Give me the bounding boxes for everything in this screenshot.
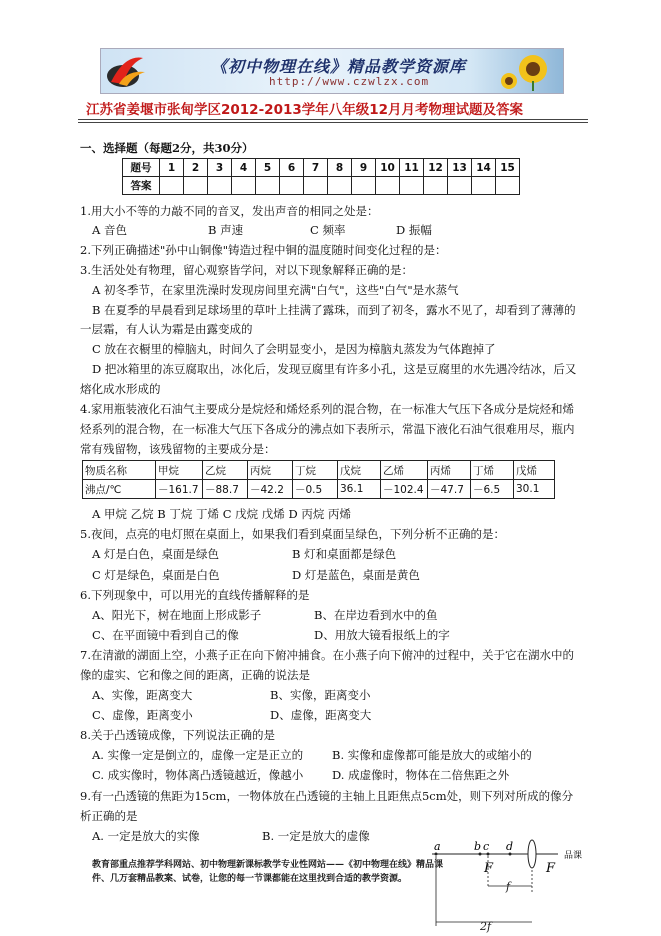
label-a: a: [434, 840, 441, 853]
answer-cell[interactable]: [256, 177, 280, 195]
q6-option-d: D、用放大镜看报纸上的字: [314, 628, 450, 642]
answer-table-number: 11: [400, 159, 424, 177]
boiling-table-cell: 戊烷: [338, 461, 381, 480]
q7-option-c: C、虚像，距离变小: [92, 708, 193, 722]
q4-stem-2: 烃系列的混合物，在一标准大气压下各成分的沸点如下表所示，常温下液化石油气很难用尽，瓶内: [80, 422, 575, 436]
boiling-table-cell: 乙烯: [381, 461, 428, 480]
answer-table-number: 1: [160, 159, 184, 177]
answer-table-number: 4: [232, 159, 256, 177]
q3-option-d: D 把冰箱里的冻豆腐取出，冰化后，发现豆腐里有许多小孔，这是豆腐里的水先遇冷结冰，后又: [92, 362, 577, 376]
q6-option-c: C、在平面镜中看到自己的像: [92, 628, 239, 642]
boiling-table-cell: －0.5: [293, 480, 338, 499]
answer-cell[interactable]: [184, 177, 208, 195]
boiling-point-table: [82, 460, 555, 499]
answer-cell[interactable]: [232, 177, 256, 195]
banner-title: 《初中物理在线》精品教学资源库: [211, 57, 467, 76]
q5-option-c: C 灯是绿色，桌面是白色: [92, 568, 220, 582]
q3-stem: 3.生活处处有物理，留心观察皆学问，对以下现象解释正确的是：: [80, 263, 413, 277]
q1-option-c: C 频率: [310, 223, 346, 237]
boiling-table-cell: －102.4: [381, 480, 428, 499]
q9-stem-2: 析正确的是: [80, 809, 138, 823]
boiling-table-points-row: [83, 480, 555, 499]
boiling-table-cell: －6.5: [471, 480, 514, 499]
boiling-table-cell: 丁烯: [471, 461, 514, 480]
q4-stem-1: 4.家用瓶装液化石油气主要成分是烷烃和烯烃系列的混合物，在一标准大气压下各成分是烷烃和烯: [80, 402, 574, 416]
answer-cell[interactable]: [472, 177, 496, 195]
boiling-table-cell: 丙烷: [248, 461, 293, 480]
footer-line-2: 件、几万套精品教案、试卷，让您的每一节课都能在这里找到合适的教学资源。: [92, 874, 408, 884]
label-c: c: [483, 840, 490, 853]
q5-stem: 5.夜间，点亮的电灯照在桌面上，如果我们看到桌面呈绿色，下列分析不正确的是：: [80, 527, 505, 541]
answer-cell[interactable]: [328, 177, 352, 195]
q1-option-a: A 音色: [92, 223, 127, 237]
header-banner: [100, 48, 564, 94]
answer-cell[interactable]: [400, 177, 424, 195]
answer-cell[interactable]: [208, 177, 232, 195]
answer-table-number: 15: [496, 159, 520, 177]
boiling-table-cell: 物质名称: [83, 461, 156, 480]
answer-cell[interactable]: [376, 177, 400, 195]
answer-table-number: 9: [352, 159, 376, 177]
boiling-table-cell: 甲烷: [156, 461, 203, 480]
label-f: f: [506, 880, 511, 893]
label-b: b: [474, 840, 482, 853]
q6-option-a: A、阳光下，树在地面上形成影子: [92, 608, 262, 622]
q4-options: A 甲烷 乙烷 B 丁烷 丁烯 C 戊烷 戊烯 D 丙烷 丙烯: [92, 507, 351, 521]
q6-stem: 6.下列现象中，可以用光的直线传播解释的是: [80, 588, 310, 602]
q5-option-a: A 灯是白色，桌面是绿色: [92, 547, 219, 561]
q8-stem: 8.关于凸透镜成像，下列说法正确的是: [80, 728, 275, 742]
answer-table-number-label: 题号: [123, 159, 160, 177]
lens-diagram: [428, 838, 628, 934]
label-d: d: [506, 840, 514, 853]
answer-table-number-row: [123, 159, 520, 177]
label-focus-left: F: [484, 861, 494, 876]
q5-option-b: B 灯和桌面都是绿色: [292, 547, 397, 561]
q1-option-d: D 振幅: [396, 223, 432, 237]
answer-table-number: 5: [256, 159, 280, 177]
document-title: 江苏省姜堰市张甸学区2012-2013学年八年级12月月考物理试题及答案: [86, 102, 524, 118]
answer-table-number: 7: [304, 159, 328, 177]
banner-url[interactable]: http://www.czwlzx.com: [269, 75, 430, 88]
title-rule-bottom: [78, 122, 588, 123]
answer-table-number: 2: [184, 159, 208, 177]
sunflower-icon: [497, 51, 557, 91]
answer-cell[interactable]: [304, 177, 328, 195]
boiling-table-names-row: [83, 461, 555, 480]
boiling-table-cell: －161.7: [156, 480, 203, 499]
q7-option-a: A、实像，距离变大: [92, 688, 193, 702]
site-logo-icon: [105, 52, 149, 90]
answer-table: [122, 158, 520, 195]
answer-cell[interactable]: [496, 177, 520, 195]
label-2f: 2f: [480, 920, 492, 933]
label-focus-right: F: [546, 861, 556, 876]
q3-option-c: C 放在衣橱里的樟脑丸，时间久了会明显变小，是因为樟脑丸蒸发为气体跑掉了: [92, 342, 496, 356]
footer-ad: [92, 858, 443, 886]
answer-table-number: 14: [472, 159, 496, 177]
answer-cell[interactable]: [448, 177, 472, 195]
boiling-table-cell: 36.1: [338, 480, 381, 499]
q7-option-b: B、实像，距离变小: [270, 688, 371, 702]
boiling-table-cell: 丙烯: [428, 461, 471, 480]
boiling-table-cell: 戊烯: [514, 461, 555, 480]
q3-option-a: A 初冬季节，在家里洗澡时发现房间里充满"白气"，这些"白气"是水蒸气: [92, 283, 459, 297]
answer-cell[interactable]: [352, 177, 376, 195]
q7-stem-2: 像的虚实、它和像之间的距离，正确的说法是: [80, 668, 310, 682]
section-heading: 一、选择题（每题2分，共30分）: [80, 141, 254, 155]
boiling-table-cell: －88.7: [203, 480, 248, 499]
answer-table-number: 10: [376, 159, 400, 177]
boiling-table-cell: －47.7: [428, 480, 471, 499]
boiling-table-cell: 沸点/℃: [83, 480, 156, 499]
q3-option-b: B 在夏季的早晨看到足球场里的草叶上挂满了露珠，而到了初冬，露水不见了，却看到了薄薄的: [92, 303, 576, 317]
q4-stem-3: 常有残留物，该残留物的主要成分是：: [80, 442, 276, 456]
q1-stem: 1.用大小不等的力敲不同的音叉，发出声音的相同之处是：: [80, 204, 379, 218]
footer-line-1: 教育部重点推荐学科网站、初中物理新课标教学专业性网站——《初中物理在线》精品课: [92, 860, 444, 870]
title-rule-top: [78, 119, 588, 120]
answer-table-answer-label: 答案: [123, 177, 160, 195]
q9-option-b: B. 一定是放大的虚像: [262, 829, 370, 843]
q5-option-d: D 灯是蓝色，桌面是黄色: [292, 568, 420, 582]
q7-option-d: D、虚像，距离变大: [270, 708, 372, 722]
q3-option-d-cont: 熔化成水形成的: [80, 382, 161, 396]
q8-option-b: B. 实像和虚像都可能是放大的或缩小的: [332, 748, 532, 762]
boiling-table-cell: 30.1: [514, 480, 555, 499]
boiling-table-cell: 丁烷: [293, 461, 338, 480]
boiling-table-cell: 乙烷: [203, 461, 248, 480]
answer-cell[interactable]: [424, 177, 448, 195]
answer-table-number: 13: [448, 159, 472, 177]
answer-table-number: 12: [424, 159, 448, 177]
label-tail: 品课: [564, 851, 583, 861]
q2-stem: 2.下列正确描述"孙中山铜像"铸造过程中铜的温度随时间变化过程的是：: [80, 243, 447, 257]
answer-table-answer-row: [123, 177, 520, 195]
answer-table-number: 8: [328, 159, 352, 177]
q8-option-c: C. 成实像时，物体离凸透镜越近，像越小: [92, 768, 304, 782]
answer-table-number: 3: [208, 159, 232, 177]
q7-stem-1: 7.在清澈的湖面上空，小燕子正在向下俯冲捕食。在小燕子向下俯冲的过程中，关于它在湖水中的: [80, 648, 574, 662]
q9-option-a: A. 一定是放大的实像: [92, 829, 200, 843]
q6-option-b: B、在岸边看到水中的鱼: [314, 608, 438, 622]
answer-cell[interactable]: [160, 177, 184, 195]
answer-cell[interactable]: [280, 177, 304, 195]
q8-option-d: D. 成虚像时，物体在二倍焦距之外: [332, 768, 510, 782]
q9-stem-1: 9.有一凸透镜的焦距为15cm，一物体放在凸透镜的主轴上且距焦点5cm处，则下列对所成的像分: [80, 789, 574, 803]
answer-table-number: 6: [280, 159, 304, 177]
boiling-table-cell: －42.2: [248, 480, 293, 499]
q3-option-b-cont: 一层霜，有人认为霜是由露变成的: [80, 322, 253, 336]
q8-option-a: A. 实像一定是倒立的，虚像一定是正立的: [92, 748, 304, 762]
q1-option-b: B 声速: [208, 223, 244, 237]
convex-lens-icon: [528, 840, 536, 868]
